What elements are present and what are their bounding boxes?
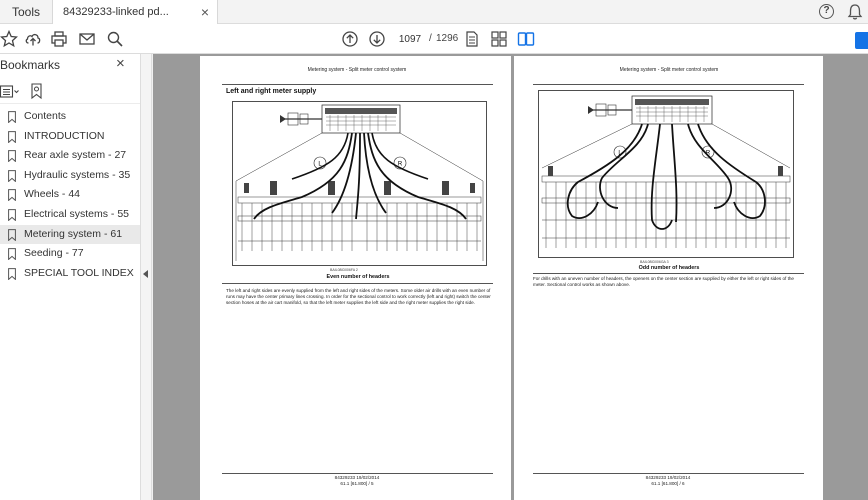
collapse-arrow-icon[interactable] (143, 270, 148, 278)
toolbar (0, 24, 868, 54)
bell-icon[interactable] (846, 3, 864, 21)
bookmark-label: Hydraulic systems - 35 (24, 168, 131, 181)
diagram-even-headers (232, 101, 487, 266)
right-panel-toggle[interactable] (855, 32, 868, 49)
bookmark-icon (8, 189, 16, 201)
caption-rule (533, 273, 804, 274)
two-page-icon[interactable] (490, 30, 508, 48)
footer-rule (222, 473, 493, 474)
footer-rule (533, 473, 804, 474)
star-icon[interactable] (0, 30, 18, 48)
page-total: 1296 (436, 33, 459, 44)
bookmark-metering[interactable] (0, 225, 140, 245)
bookmark-icon (8, 209, 16, 221)
bookmark-seeding[interactable] (0, 244, 140, 264)
bookmark-icon (8, 150, 16, 162)
bookmark-icon (8, 170, 16, 182)
bookmark-wheels[interactable] (0, 185, 140, 205)
bookmark-label: Seeding - 77 (24, 247, 84, 260)
bookmarks-close-icon[interactable]: × (116, 55, 125, 72)
page-left-header: Metering system - Split meter control system (307, 67, 407, 73)
label-left-circle: L (318, 161, 322, 168)
email-icon[interactable] (78, 30, 96, 48)
page-left-body: The left and right sides are evenly supplied from the left and right sides of the meters. Some older air drills with an even number of runs may have the center primary lines crossing. In order for the sectional control to work correctly (left and right) switch the center section hoses at the air cart manifold, so that the left meter supplies the left side and the right meter supplies the right side. (226, 288, 491, 305)
bookmark-hydraulic[interactable] (0, 166, 140, 186)
bookmark-special-tool-index[interactable] (0, 264, 140, 284)
page-up-icon[interactable] (341, 30, 359, 48)
page-right-body: For drills with an uneven number of headers, the openers on the center section are supplied by either the left or right sides of the meter. Sectional control works as shown above. (533, 276, 794, 287)
bookmark-rear-axle[interactable] (0, 146, 140, 166)
two-page-scroll-icon[interactable] (517, 30, 535, 48)
header-rule (533, 84, 804, 85)
tab-close-icon[interactable]: × (200, 4, 209, 20)
page-right-header: Metering system - Split meter control system (619, 67, 719, 73)
bookmark-icon (8, 268, 16, 280)
tab-bar (0, 0, 868, 24)
page-number-input[interactable]: 1097 (398, 34, 422, 45)
page-left-footer (312, 475, 402, 486)
bookmark-electrical[interactable] (0, 205, 140, 225)
tab-tools[interactable]: Tools (12, 5, 41, 19)
bookmark-icon (8, 229, 16, 241)
diagram-odd-headers (538, 90, 794, 258)
bookmark-introduction[interactable] (0, 127, 140, 147)
bookmarks-toolbar (0, 80, 140, 104)
label-left-circle: L (618, 150, 622, 157)
tab-document-label: 84329233-linked pd... (63, 6, 169, 18)
page-right-footer (623, 475, 713, 486)
bookmark-icon (8, 111, 16, 123)
single-page-icon[interactable] (463, 30, 481, 48)
bookmark-label: Rear axle system - 27 (24, 149, 127, 162)
label-right-circle: R (705, 150, 711, 157)
caption-odd-headers: Odd number of headers (638, 265, 700, 271)
bookmark-options-icon[interactable] (0, 84, 20, 100)
bookmark-contents[interactable] (0, 107, 140, 127)
print-icon[interactable] (50, 30, 68, 48)
page-left-section-title: Left and right meter supply (226, 88, 317, 95)
bookmark-icon (8, 248, 16, 260)
page-down-icon[interactable] (368, 30, 386, 48)
find-bookmark-icon[interactable] (30, 83, 44, 100)
bookmark-label: SPECIAL TOOL INDEX (24, 266, 134, 279)
bookmark-label: Wheels - 44 (24, 188, 81, 201)
footer-doc-id: 84329233 19/02/2014 (334, 475, 380, 480)
tab-document[interactable] (52, 0, 218, 24)
header-rule (222, 84, 493, 85)
footer-page-ref: 61.1 [61.800] / 5 (340, 480, 374, 486)
bookmark-list (0, 107, 140, 283)
zoom-icon[interactable] (106, 30, 124, 48)
bookmark-label: Metering system - 61 (24, 227, 123, 240)
bookmark-label: Electrical systems - 55 (24, 207, 130, 220)
figure-code-left: BAIL08ID006FA 2 (330, 268, 358, 272)
bookmark-label: Contents (24, 110, 67, 122)
bookmark-label: INTRODUCTION (24, 129, 105, 142)
caption-rule (222, 283, 493, 284)
label-right-circle: R (397, 161, 403, 168)
bookmarks-title: Bookmarks (0, 58, 61, 72)
bookmark-icon (8, 131, 16, 143)
figure-code-right: BAIL08ID006GA 3 (640, 260, 669, 264)
footer-doc-id: 84329233 19/02/2014 (645, 475, 691, 480)
upload-icon[interactable] (24, 30, 42, 48)
footer-page-ref: 61.1 [61.800] / 6 (651, 480, 685, 486)
page-separator: / (429, 33, 432, 44)
help-icon[interactable]: ? (819, 4, 834, 19)
caption-even-headers: Even number of headers (326, 274, 390, 280)
